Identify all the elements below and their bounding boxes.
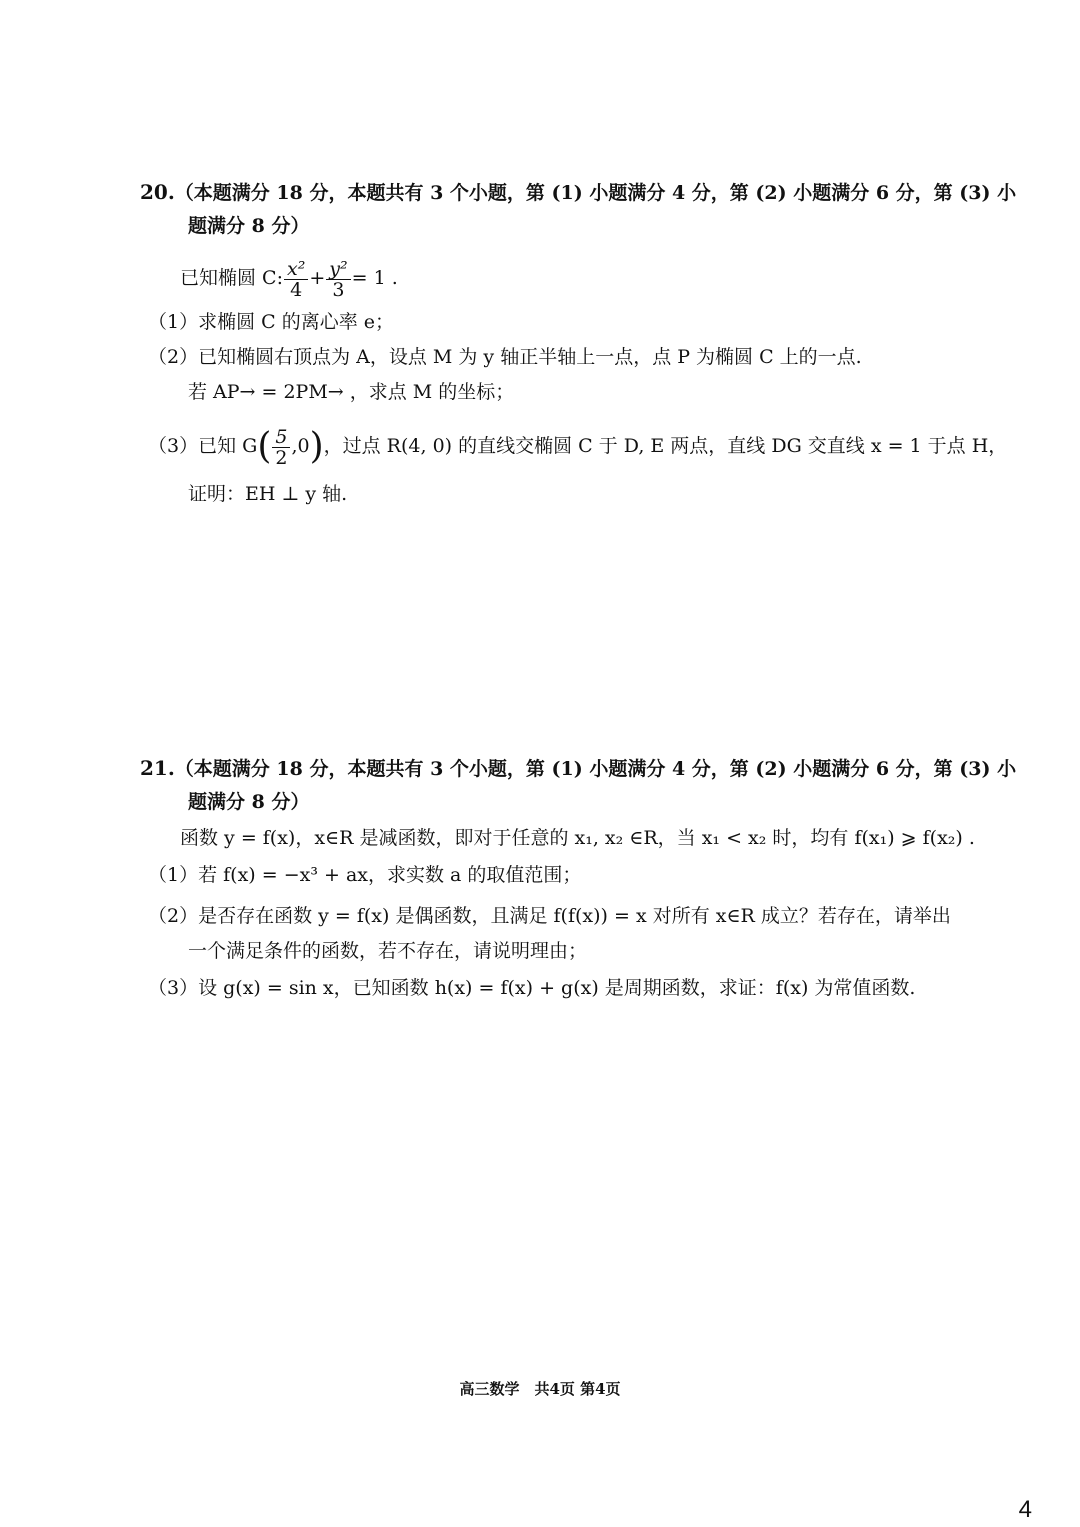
right-paren-icon: ) <box>309 426 324 467</box>
q20-stem-prefix: 已知椭圆 C: <box>180 267 283 289</box>
q20-part1: （1）求椭圆 C 的离心率 e； <box>148 311 394 333</box>
q20-p3-frac-den: 2 <box>275 446 288 469</box>
q20-p3-after-frac: ,0 <box>291 435 310 457</box>
q20-part2-line2: 若 AP→ = 2PM→ ，求点 M 的坐标； <box>188 381 515 403</box>
q21-stem: 函数 y = f(x)，x∈R 是减函数，即对于任意的 x₁, x₂ ∈R，当 x₁ < x₂ 时，均有 f(x₁) ⩾ f(x₂) . <box>180 827 975 849</box>
q20-part2-line1: （2）已知椭圆右顶点为 A，设点 M 为 y 轴正半轴上一点，点 P 为椭圆 C 上的一点. <box>148 346 862 368</box>
q21-header1: （本题满分 18 分，本题共有 3 个小题，第 (1) 小题满分 4 分，第 (2) 小题满分 6 分，第 (3) 小 <box>174 758 1017 780</box>
q21-header2: 题满分 8 分） <box>188 791 310 813</box>
q20-frac2-num: y² <box>326 259 350 280</box>
q20-stem-suffix: = 1 . <box>351 267 398 289</box>
q20-fraction-y <box>326 259 350 300</box>
q20-frac1-num: x² <box>284 259 308 280</box>
q21-header-line1 <box>140 754 1016 783</box>
q20-p3-frac-num: 5 <box>272 427 290 448</box>
q21-part2-line2: 一个满足条件的函数，若不存在，请说明理由； <box>188 940 588 962</box>
q20-number: 20. <box>140 180 175 204</box>
q20-stem <box>180 254 398 302</box>
q20-header1: （本题满分 18 分，本题共有 3 个小题，第 (1) 小题满分 4 分，第 (2) 小题满分 6 分，第 (3) 小 <box>174 182 1017 204</box>
q20-frac2-den: 3 <box>332 278 345 301</box>
q20-part3-line1 <box>148 422 1007 470</box>
q21-part3: （3）设 g(x) = sin x，已知函数 h(x) = f(x) + g(x) 是周期函数，求证：f(x) 为常值函数. <box>148 977 916 999</box>
q20-part3-line2: 证明：EH ⊥ y 轴. <box>188 483 348 505</box>
q21-part1: （1）若 f(x) = −x³ + ax，求实数 a 的取值范围； <box>148 864 582 886</box>
q20-frac1-den: 4 <box>290 278 303 301</box>
q21-number: 21. <box>140 756 175 780</box>
page-footer: 高三数学 共4页 第4页 <box>459 1380 621 1398</box>
q20-p3-prefix: （3）已知 G <box>148 435 258 457</box>
q20-header-line1 <box>140 178 1016 207</box>
q20-plus: + <box>309 267 326 289</box>
q20-fraction-x <box>284 259 308 300</box>
left-paren-icon: ( <box>257 426 272 467</box>
q20-p3-fraction <box>272 427 290 468</box>
q21-part2-line1: （2）是否存在函数 y = f(x) 是偶函数，且满足 f(f(x)) = x 对所有 x∈R 成立？若存在，请举出 <box>148 905 951 927</box>
page-corner-number: 4 <box>1018 1496 1032 1523</box>
q20-p3-rest: ，过点 R(4, 0) 的直线交椭圆 C 于 D, E 两点，直线 DG 交直线 x = 1 于点 H， <box>323 435 1008 457</box>
q20-header2: 题满分 8 分） <box>188 215 310 237</box>
